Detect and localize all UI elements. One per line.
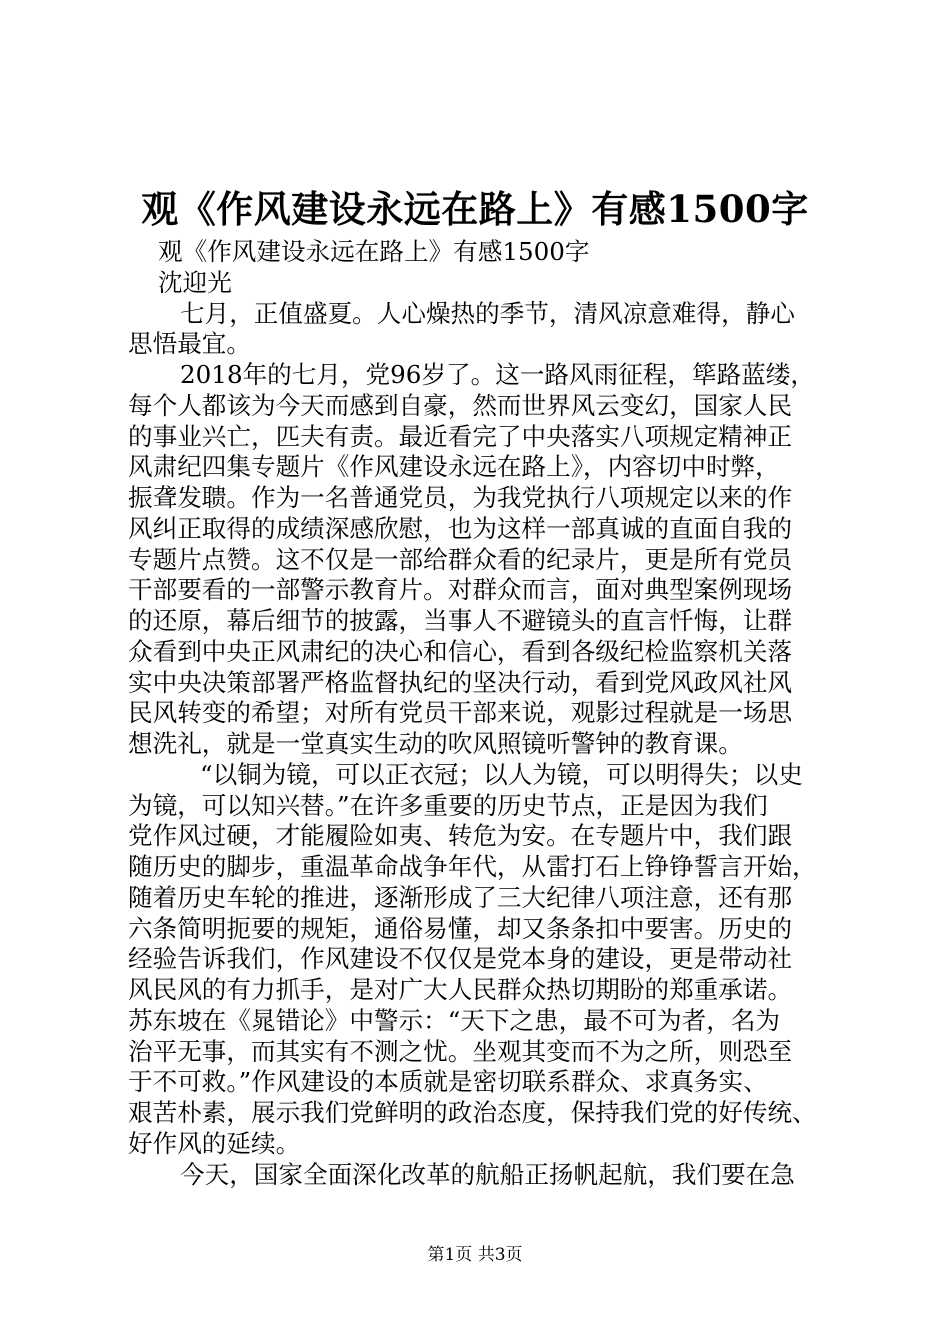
text-line: 随历史的脚步，重温革命战争年代，从雷打石上铮铮誓言开始， bbox=[128, 852, 817, 881]
text-line: 风纠正取得的成绩深感欣慰，也为这样一部真诚的直面自我的 bbox=[128, 513, 793, 543]
text-line: 于不可救。”作风建设的本质就是密切联系群众、求真务实、 bbox=[128, 1067, 768, 1097]
text-line: 的事业兴亡，匹夫有责。最近看完了中央落实八项规定精神正 bbox=[128, 421, 793, 451]
text-line: “以铜为镜，可以正衣冠；以人为镜，可以明得失；以史 bbox=[200, 759, 803, 789]
page-number: 第1页 共3页 bbox=[427, 1245, 523, 1265]
document-body bbox=[128, 237, 836, 1190]
text-line: 思悟最宜。 bbox=[128, 329, 251, 359]
text-line: 党作风过硬，才能履险如夷、转危为安。在专题片中，我们跟 bbox=[128, 821, 793, 851]
text-line: 苏东坡在《晁错论》中警示：“天下之患，最不可为者，名为 bbox=[128, 1005, 781, 1035]
text-line: 艰苦朴素，展示我们党鲜明的政治态度，保持我们党的好传统、 bbox=[128, 1098, 817, 1127]
text-line: 的还原，幕后细节的披露，当事人不避镜头的直言忏悔，让群 bbox=[128, 606, 793, 635]
text-line: 今天，国家全面深化改革的航船正扬帆起航，我们要在急 bbox=[180, 1159, 795, 1189]
text-line: 风肃纪四集专题片《作风建设永远在路上》，内容切中时弊， bbox=[128, 452, 780, 482]
text-line: 治平无事，而其实有不测之忧。坐观其变而不为之所，则恐至 bbox=[128, 1036, 793, 1066]
text-line: 振聋发聩。作为一名普通党员，为我党执行八项规定以来的作 bbox=[128, 483, 793, 512]
text-line: 众看到中央正风肃纪的决心和信心，看到各级纪检监察机关落 bbox=[128, 636, 793, 666]
author-line: 沈迎光 bbox=[158, 267, 232, 297]
text-line: 为镜，可以知兴替。”在许多重要的历史节点，正是因为我们 bbox=[128, 790, 768, 820]
text-line: 每个人都该为今天而感到自豪，然而世界风云变幻，国家人民 bbox=[128, 390, 793, 420]
text-line: 七月，正值盛夏。人心燥热的季节，清风凉意难得，静心 bbox=[180, 298, 795, 328]
text-line: 六条简明扼要的规矩，通俗易懂，却又条条扣中要害。历史的 bbox=[128, 913, 793, 943]
text-line: 2018年的七月，党96岁了。这一路风雨征程，筚路蓝缕， bbox=[180, 360, 815, 389]
text-line: 想洗礼，就是一堂真实生动的吹风照镜听警钟的教育课。 bbox=[128, 729, 743, 758]
text-line: 好作风的延续。 bbox=[128, 1128, 301, 1158]
subtitle-line: 观《作风建设永远在路上》有感1500字 bbox=[158, 237, 590, 266]
document-title: 观《作风建设永远在路上》有感1500字 bbox=[141, 187, 809, 231]
text-line: 随着历史车轮的推进，逐渐形成了三大纪律八项注意，还有那 bbox=[128, 882, 793, 912]
text-line: 实中央决策部署严格监督执纪的坚决行动，看到党风政风社风 bbox=[128, 667, 793, 697]
text-line: 专题片点赞。这不仅是一部给群众看的纪录片，更是所有党员 bbox=[128, 544, 793, 574]
text-line: 经验告诉我们，作风建设不仅仅是党本身的建设，更是带动社 bbox=[128, 944, 793, 974]
text-line: 民风转变的希望；对所有党员干部来说，观影过程就是一场思 bbox=[128, 698, 793, 728]
text-line: 风民风的有力抓手，是对广大人民群众热切期盼的郑重承诺。 bbox=[128, 975, 793, 1004]
text-line: 干部要看的一部警示教育片。对群众而言，面对典型案例现场 bbox=[128, 575, 793, 605]
